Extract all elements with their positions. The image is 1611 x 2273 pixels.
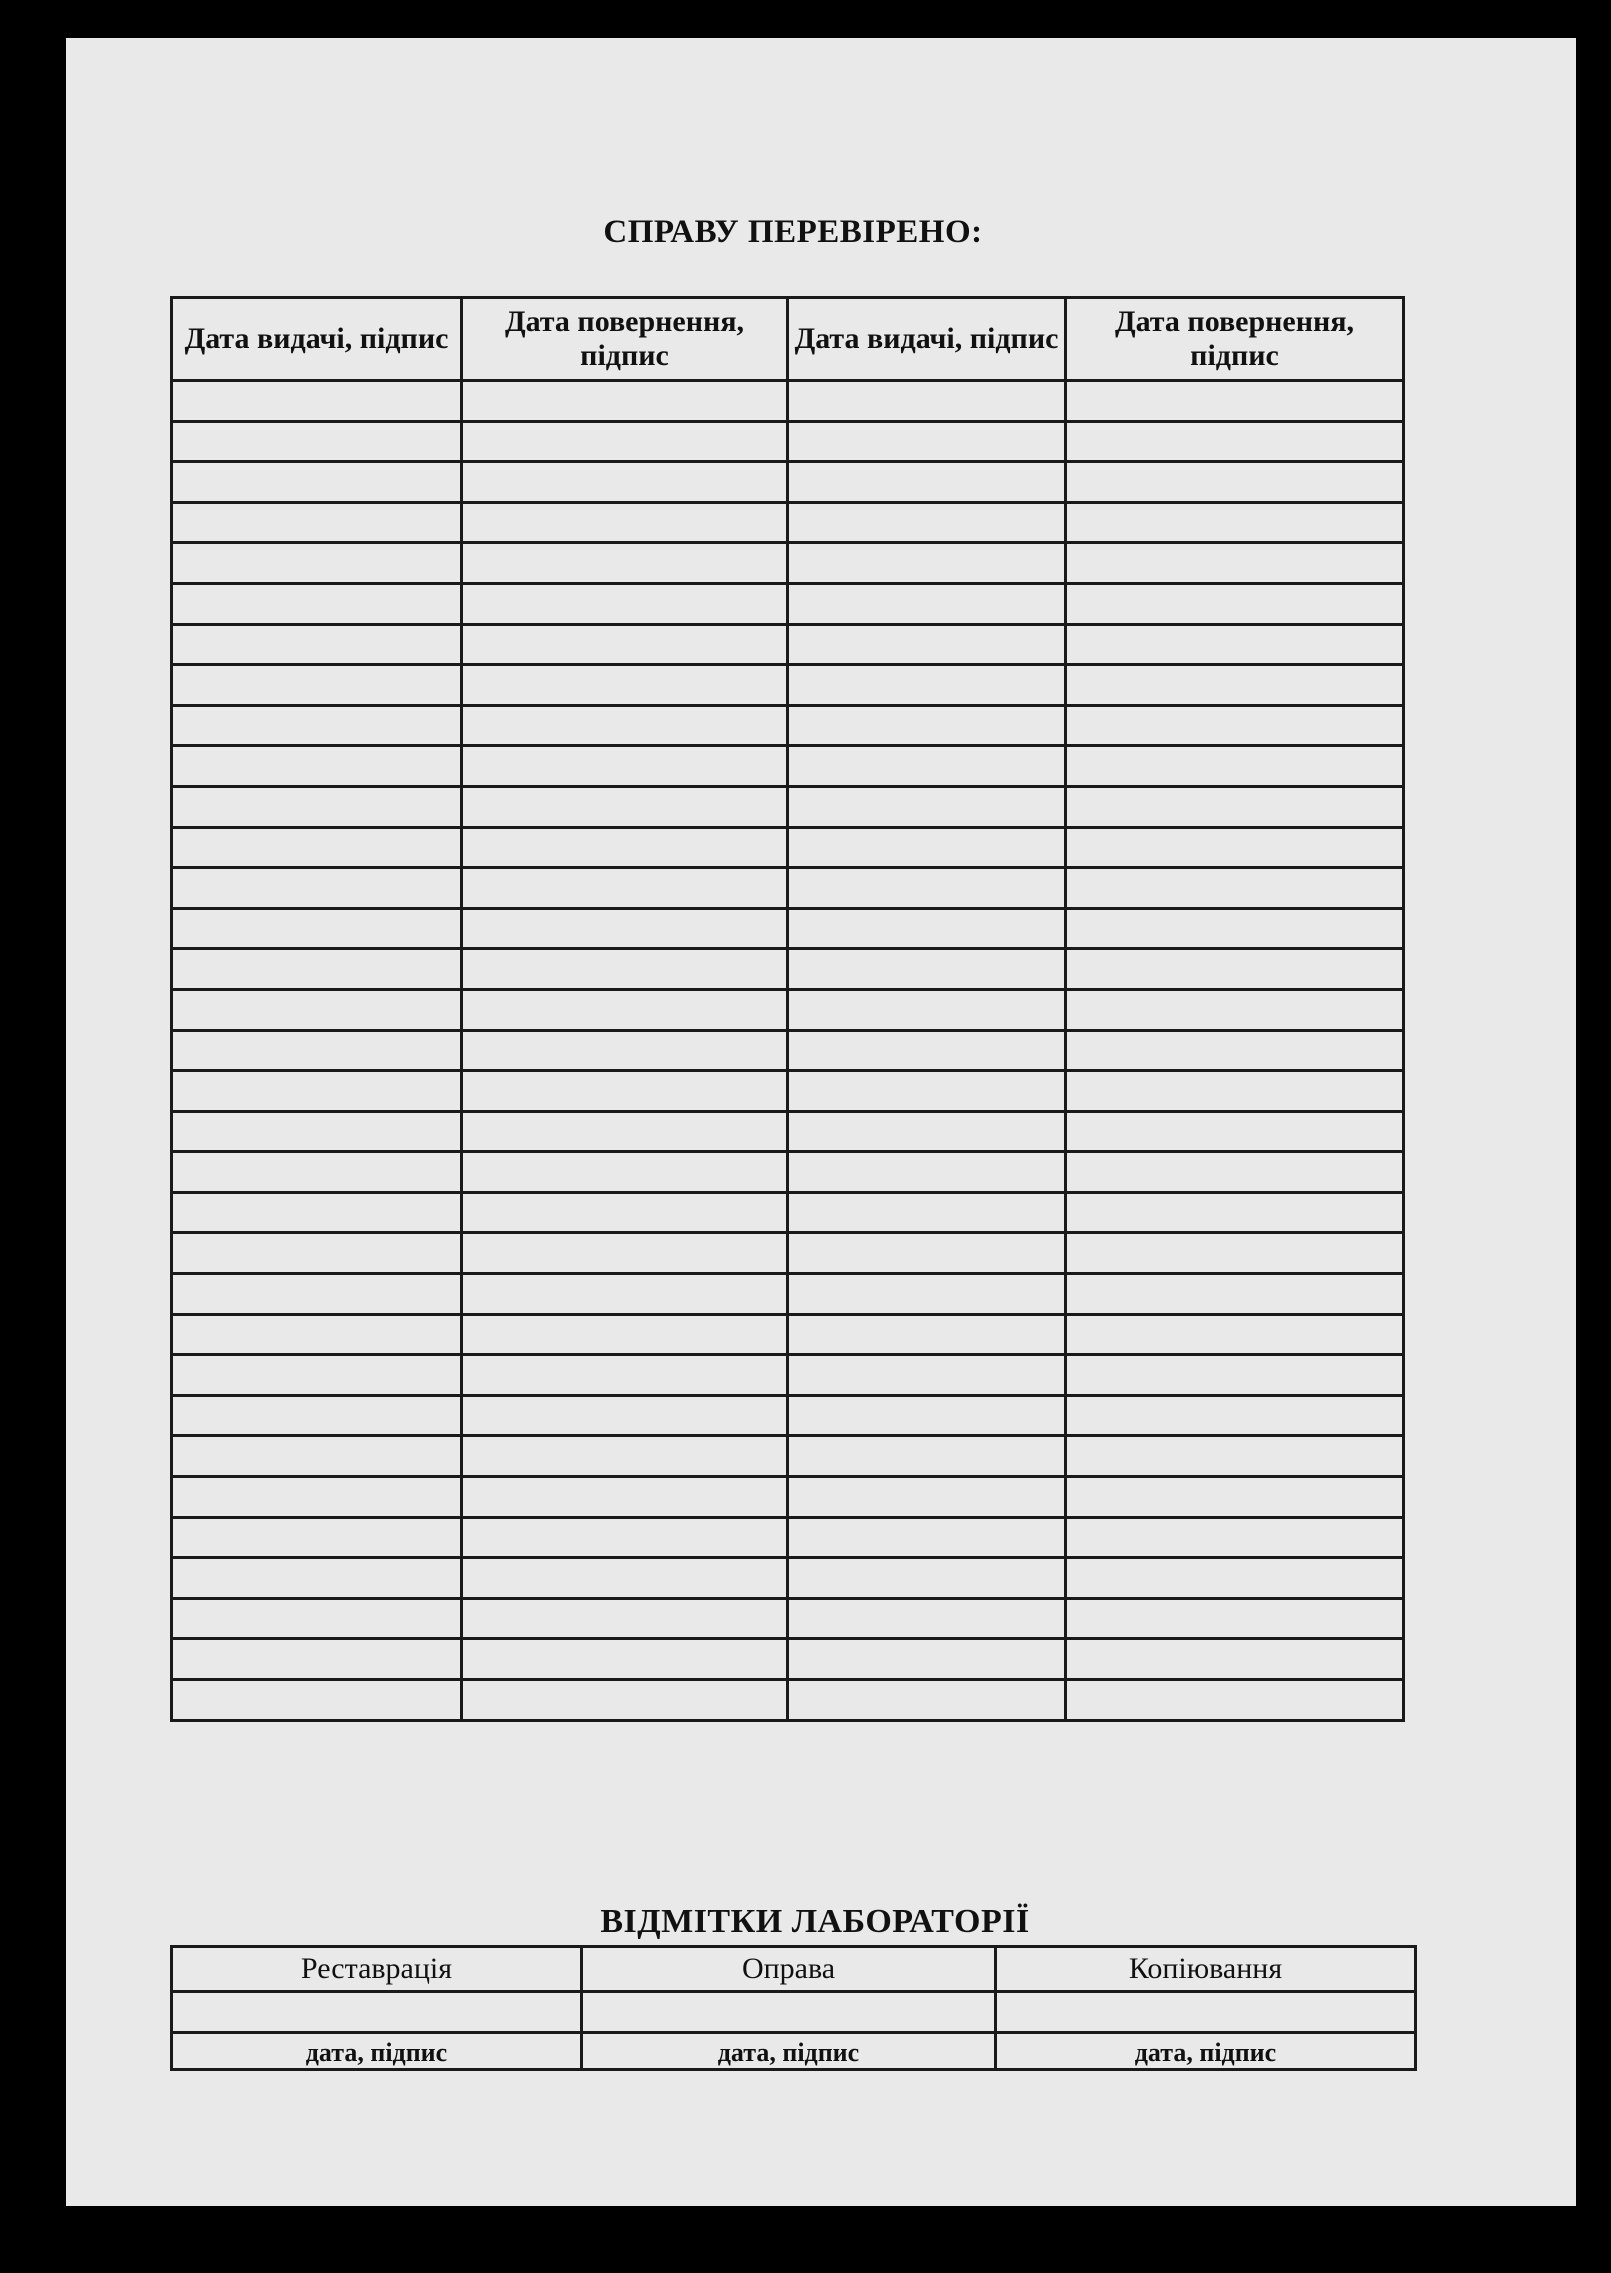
checks-empty-cell (1066, 543, 1404, 584)
checks-empty-cell (462, 1639, 788, 1680)
document-page (66, 38, 1576, 2206)
checks-empty-cell (1066, 989, 1404, 1030)
checks-empty-cell (1066, 1111, 1404, 1152)
checks-empty-cell (788, 381, 1066, 422)
issue-date-signature-header: Дата видачі, підпис (788, 298, 1066, 381)
checks-empty-row (172, 1071, 1404, 1112)
checks-empty-row (172, 1639, 1404, 1680)
checks-empty-row (172, 1395, 1404, 1436)
checks-empty-cell (462, 1314, 788, 1355)
checks-empty-cell (1066, 1152, 1404, 1193)
checks-empty-cell (1066, 665, 1404, 706)
checks-empty-cell (1066, 1436, 1404, 1477)
lab-blank-row (172, 1992, 1416, 2033)
checks-empty-cell (172, 1395, 462, 1436)
checks-empty-cell (462, 583, 788, 624)
checks-empty-cell (1066, 1680, 1404, 1721)
checks-empty-cell (788, 1558, 1066, 1599)
checks-empty-cell (462, 381, 788, 422)
checks-empty-row (172, 583, 1404, 624)
checks-empty-row (172, 989, 1404, 1030)
checks-empty-cell (788, 1233, 1066, 1274)
checks-empty-cell (788, 1274, 1066, 1315)
checks-empty-row (172, 421, 1404, 462)
checks-empty-cell (172, 786, 462, 827)
checks-empty-cell (172, 665, 462, 706)
checks-empty-cell (462, 868, 788, 909)
checks-empty-cell (462, 827, 788, 868)
checks-empty-cell (788, 583, 1066, 624)
checks-empty-cell (1066, 1192, 1404, 1233)
checks-empty-cell (172, 1030, 462, 1071)
checks-empty-cell (788, 1436, 1066, 1477)
checks-empty-cell (172, 543, 462, 584)
checks-empty-cell (172, 1558, 462, 1599)
checks-empty-cell (172, 1111, 462, 1152)
checks-empty-row (172, 502, 1404, 543)
checks-empty-cell (1066, 1395, 1404, 1436)
checks-empty-row (172, 1030, 1404, 1071)
checks-empty-cell (1066, 827, 1404, 868)
checks-empty-row (172, 1355, 1404, 1396)
checks-empty-cell (1066, 1477, 1404, 1518)
checks-empty-cell (788, 786, 1066, 827)
checks-empty-cell (462, 949, 788, 990)
checks-empty-cell (788, 1314, 1066, 1355)
checks-empty-cell (788, 868, 1066, 909)
checks-empty-cell (1066, 502, 1404, 543)
checks-empty-row (172, 665, 1404, 706)
checks-empty-cell (1066, 462, 1404, 503)
checks-empty-cell (462, 1477, 788, 1518)
checks-empty-cell (1066, 1558, 1404, 1599)
checks-empty-cell (172, 1355, 462, 1396)
checks-empty-cell (1066, 1274, 1404, 1315)
checks-empty-cell (1066, 1030, 1404, 1071)
checks-empty-cell (172, 1274, 462, 1315)
checks-empty-cell (1066, 1598, 1404, 1639)
checks-empty-cell (172, 1680, 462, 1721)
checks-empty-cell (172, 949, 462, 990)
checks-empty-cell (788, 421, 1066, 462)
checks-empty-cell (788, 1071, 1066, 1112)
checks-empty-cell (788, 705, 1066, 746)
checks-empty-cell (462, 908, 788, 949)
checks-empty-cell (462, 543, 788, 584)
checks-empty-cell (172, 1071, 462, 1112)
checks-empty-cell (1066, 1071, 1404, 1112)
checks-empty-row (172, 1192, 1404, 1233)
checks-empty-cell (462, 746, 788, 787)
lab-header-row (172, 1947, 1416, 1992)
lab-title: ВІДМІТКИ ЛАБОРАТОРІЇ (600, 1903, 1030, 1940)
checks-empty-row (172, 1436, 1404, 1477)
checks-empty-cell (462, 1233, 788, 1274)
checks-empty-cell (788, 908, 1066, 949)
checks-empty-cell (172, 746, 462, 787)
checks-empty-row (172, 1558, 1404, 1599)
copying-caption: дата, підпис (996, 2033, 1416, 2070)
checks-empty-cell (462, 665, 788, 706)
binding-entry-cell (582, 1992, 996, 2033)
checks-empty-cell (462, 1152, 788, 1193)
checks-empty-cell (172, 705, 462, 746)
checks-empty-row (172, 381, 1404, 422)
checks-empty-cell (788, 1152, 1066, 1193)
checks-table (170, 296, 1405, 1722)
checks-empty-row (172, 827, 1404, 868)
checks-empty-row (172, 786, 1404, 827)
copying-header: Копіювання (996, 1947, 1416, 1992)
checks-empty-cell (462, 1558, 788, 1599)
checks-empty-cell (172, 989, 462, 1030)
checks-empty-cell (172, 1233, 462, 1274)
checks-empty-cell (1066, 381, 1404, 422)
checks-empty-cell (788, 1680, 1066, 1721)
checks-empty-cell (1066, 908, 1404, 949)
checks-empty-cell (788, 989, 1066, 1030)
checks-empty-cell (1066, 1233, 1404, 1274)
checks-empty-cell (1066, 1639, 1404, 1680)
checks-empty-cell (788, 1030, 1066, 1071)
checks-empty-cell (462, 462, 788, 503)
checks-empty-cell (788, 1111, 1066, 1152)
checks-empty-cell (1066, 868, 1404, 909)
checks-empty-cell (462, 1274, 788, 1315)
checks-empty-cell (788, 624, 1066, 665)
checks-empty-cell (788, 1192, 1066, 1233)
checks-empty-row (172, 1314, 1404, 1355)
checks-empty-cell (462, 786, 788, 827)
checks-empty-cell (788, 949, 1066, 990)
checks-empty-cell (1066, 949, 1404, 990)
checks-empty-cell (172, 583, 462, 624)
checks-empty-cell (1066, 624, 1404, 665)
checks-empty-cell (462, 1071, 788, 1112)
checks-empty-row (172, 1233, 1404, 1274)
checks-empty-cell (172, 421, 462, 462)
checks-empty-cell (1066, 1355, 1404, 1396)
checks-empty-cell (172, 624, 462, 665)
checks-empty-cell (788, 462, 1066, 503)
checks-empty-cell (1066, 786, 1404, 827)
checks-empty-row (172, 624, 1404, 665)
checks-empty-cell (788, 543, 1066, 584)
checks-empty-cell (172, 462, 462, 503)
checks-empty-cell (788, 1598, 1066, 1639)
checks-empty-cell (462, 1355, 788, 1396)
checks-empty-row (172, 746, 1404, 787)
checks-empty-cell (1066, 583, 1404, 624)
checks-empty-cell (172, 1152, 462, 1193)
checks-empty-cell (172, 502, 462, 543)
checks-empty-cell (172, 908, 462, 949)
checks-empty-cell (462, 1680, 788, 1721)
restoration-header: Реставрація (172, 1947, 582, 1992)
checks-empty-cell (1066, 705, 1404, 746)
checks-empty-cell (788, 665, 1066, 706)
checks-empty-cell (788, 1639, 1066, 1680)
checks-empty-cell (172, 1517, 462, 1558)
checks-empty-row (172, 1477, 1404, 1518)
checks-body (172, 381, 1404, 1721)
checks-empty-row (172, 1598, 1404, 1639)
checks-empty-cell (462, 989, 788, 1030)
copying-entry-cell (996, 1992, 1416, 2033)
checks-empty-cell (462, 1030, 788, 1071)
checks-empty-cell (462, 624, 788, 665)
checks-empty-cell (172, 1192, 462, 1233)
issue-date-signature-header: Дата видачі, підпис (172, 298, 462, 381)
checks-empty-cell (462, 705, 788, 746)
checks-empty-cell (788, 1477, 1066, 1518)
checks-empty-cell (788, 746, 1066, 787)
checks-empty-cell (1066, 421, 1404, 462)
checks-empty-cell (462, 502, 788, 543)
checks-empty-cell (1066, 1314, 1404, 1355)
checks-header-row (172, 298, 1404, 381)
checks-empty-row (172, 1274, 1404, 1315)
checks-empty-cell (1066, 746, 1404, 787)
checks-empty-cell (172, 381, 462, 422)
checks-empty-cell (788, 1355, 1066, 1396)
checks-empty-row (172, 1517, 1404, 1558)
checks-empty-cell (172, 1639, 462, 1680)
binding-header: Оправа (582, 1947, 996, 1992)
binding-caption: дата, підпис (582, 2033, 996, 2070)
checks-empty-cell (172, 868, 462, 909)
checks-empty-cell (462, 421, 788, 462)
checked-title: СПРАВУ ПЕРЕВІРЕНО: (603, 214, 983, 250)
checks-empty-row (172, 908, 1404, 949)
checks-empty-cell (172, 1436, 462, 1477)
checks-empty-cell (172, 1598, 462, 1639)
restoration-caption: дата, підпис (172, 2033, 582, 2070)
checks-empty-cell (462, 1598, 788, 1639)
checks-empty-cell (1066, 1517, 1404, 1558)
checks-empty-row (172, 1680, 1404, 1721)
checks-empty-row (172, 462, 1404, 503)
checks-empty-cell (788, 1517, 1066, 1558)
checks-empty-cell (462, 1517, 788, 1558)
return-date-signature-header: Дата повернення, підпис (462, 298, 788, 381)
checks-empty-cell (788, 827, 1066, 868)
checks-empty-cell (172, 1477, 462, 1518)
checks-empty-row (172, 868, 1404, 909)
checks-empty-cell (462, 1395, 788, 1436)
checks-empty-cell (788, 1395, 1066, 1436)
checks-empty-row (172, 1111, 1404, 1152)
checks-empty-cell (462, 1192, 788, 1233)
return-date-signature-header: Дата повернення, підпис (1066, 298, 1404, 381)
checks-empty-cell (172, 827, 462, 868)
checks-empty-row (172, 949, 1404, 990)
lab-table (170, 1945, 1417, 2071)
checks-empty-cell (462, 1111, 788, 1152)
checks-empty-cell (172, 1314, 462, 1355)
checks-empty-row (172, 543, 1404, 584)
checks-empty-row (172, 1152, 1404, 1193)
checks-empty-cell (788, 502, 1066, 543)
restoration-entry-cell (172, 1992, 582, 2033)
checks-empty-cell (462, 1436, 788, 1477)
lab-caption-row (172, 2033, 1416, 2070)
checks-empty-row (172, 705, 1404, 746)
